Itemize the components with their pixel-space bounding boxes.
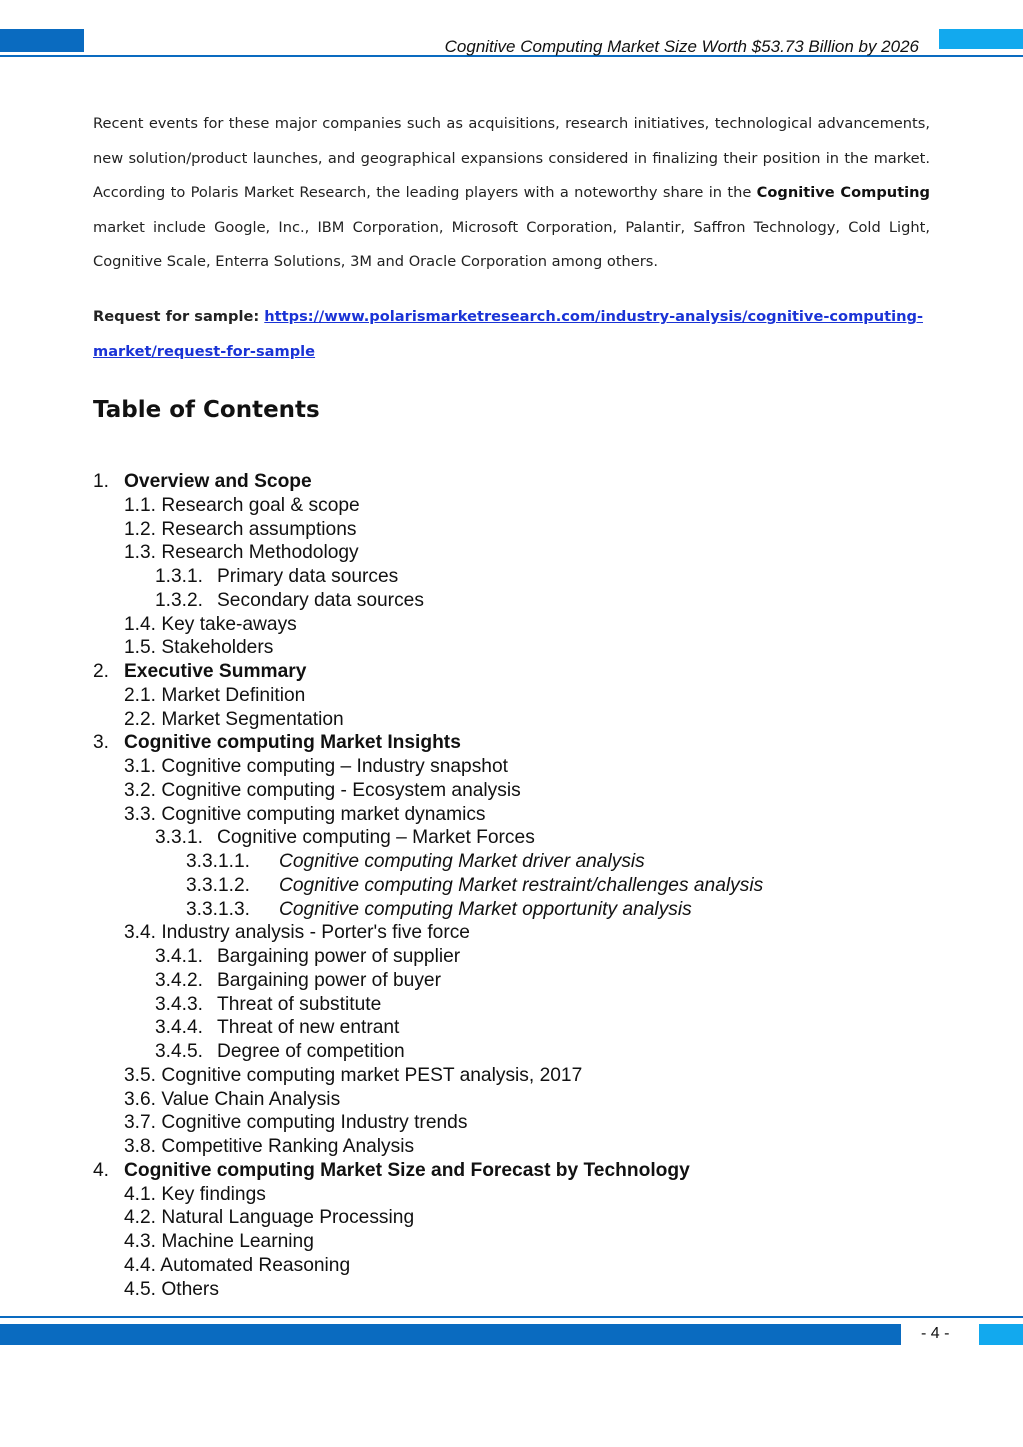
toc-entry-text: 4.4. Automated Reasoning xyxy=(124,1254,351,1276)
toc-entry-text: Cognitive computing Market restraint/challenges analysis xyxy=(279,874,764,896)
toc-entry xyxy=(0,1230,1023,1254)
toc-entry-text: 1.5. Stakeholders xyxy=(124,637,274,659)
intro-text-end: market include Google, Inc., IBM Corporation, Microsoft Corporation, Palantir, Saffron Technology, Cold Light, Cognitive Scale, Enterra Solutions, 3M and Oracle Corporation among others. xyxy=(93,218,930,271)
header-accent-bar-right xyxy=(939,29,1023,49)
toc-entry xyxy=(0,589,1023,613)
toc-entry xyxy=(0,779,1023,803)
toc-entry-number: 3.3.1. xyxy=(155,827,204,849)
toc-entry xyxy=(0,826,1023,850)
toc-entry-number: 3.3.1.3. xyxy=(186,898,251,920)
toc-heading: Table of Contents xyxy=(93,397,320,423)
toc-entry-number: 1.3.1. xyxy=(155,566,204,587)
toc-entry-text: 1.4. Key take-aways xyxy=(124,613,297,635)
toc-entry-number: 3.4.1. xyxy=(155,946,204,967)
footer-accent-bar xyxy=(0,1324,901,1345)
toc-entry-number: 3. xyxy=(93,732,110,754)
toc-entry xyxy=(0,1159,1023,1183)
toc-entry-text: Overview and Scope xyxy=(124,471,312,492)
toc-entry-text: 3.6. Value Chain Analysis xyxy=(124,1088,341,1110)
toc-entry xyxy=(0,1183,1023,1207)
toc-entry-text: 4.1. Key findings xyxy=(124,1183,266,1205)
toc-entry xyxy=(0,1206,1023,1230)
toc-entry-number: 3.4.3. xyxy=(155,993,204,1015)
page-number: - 4 - xyxy=(921,1325,950,1342)
toc-entry xyxy=(0,470,1023,494)
toc-entry-text: Degree of competition xyxy=(217,1041,405,1062)
toc-entry-number: 1. xyxy=(93,471,110,492)
toc-entry-text: 3.1. Cognitive computing – Industry snapshot xyxy=(124,756,508,777)
toc-entry xyxy=(0,921,1023,945)
toc-entry xyxy=(0,993,1023,1017)
toc-entry-text: Cognitive computing – Market Forces xyxy=(217,827,535,849)
intro-bold-term: Cognitive Computing xyxy=(756,184,931,202)
toc-entry-text: Cognitive computing Market Insights xyxy=(124,732,461,754)
toc-entry-text: 4.2. Natural Language Processing xyxy=(124,1207,415,1229)
table-of-contents xyxy=(0,470,1023,1301)
toc-entry xyxy=(0,613,1023,637)
toc-entry-number: 3.3.1.1. xyxy=(186,851,251,872)
toc-entry xyxy=(0,1135,1023,1159)
toc-entry-text: 1.3. Research Methodology xyxy=(124,542,359,564)
sample-request-label: Request for sample: xyxy=(93,308,265,325)
toc-entry xyxy=(0,755,1023,779)
toc-entry xyxy=(0,850,1023,874)
toc-entry xyxy=(0,1254,1023,1278)
header-accent-bar-left xyxy=(0,29,84,52)
toc-entry-number: 3.4.2. xyxy=(155,969,204,991)
toc-entry xyxy=(0,874,1023,898)
toc-entry xyxy=(0,1064,1023,1088)
toc-entry xyxy=(0,684,1023,708)
toc-entry xyxy=(0,945,1023,969)
footer-rule xyxy=(0,1316,1023,1318)
toc-entry xyxy=(0,636,1023,660)
toc-entry-text: 1.2. Research assumptions xyxy=(124,518,357,540)
toc-entry xyxy=(0,1111,1023,1135)
toc-entry-text: Primary data sources xyxy=(217,566,399,587)
toc-entry xyxy=(0,541,1023,565)
toc-entry xyxy=(0,731,1023,755)
intro-text-start: Recent events for these major companies such as acquisitions, research initiatives, technological advancements, new solution/product launches, and geographical expansions considered in finalizing their position in the market. According to Polaris Market Research, the leading players with a noteworthy share in the xyxy=(93,115,930,202)
toc-entry xyxy=(0,518,1023,542)
toc-entry-number: 4. xyxy=(93,1159,110,1181)
toc-entry-text: 2.2. Market Segmentation xyxy=(124,708,344,730)
toc-entry-text: 3.3. Cognitive computing market dynamics xyxy=(124,803,486,825)
toc-entry-number: 3.4.5. xyxy=(155,1041,204,1062)
toc-entry-text: Threat of new entrant xyxy=(217,1017,400,1039)
toc-entry-text: 3.4. Industry analysis - Porter's five force xyxy=(124,922,470,944)
toc-entry-text: 3.2. Cognitive computing - Ecosystem analysis xyxy=(124,779,521,801)
toc-entry-text: Bargaining power of supplier xyxy=(217,946,461,967)
toc-entry-number: 3.3.1.2. xyxy=(186,874,251,896)
toc-entry-text: 2.1. Market Definition xyxy=(124,684,306,706)
toc-entry xyxy=(0,898,1023,922)
sample-request xyxy=(93,300,930,369)
toc-entry xyxy=(0,1040,1023,1064)
toc-entry xyxy=(0,1088,1023,1112)
toc-entry xyxy=(0,969,1023,993)
toc-entry-text: 3.8. Competitive Ranking Analysis xyxy=(124,1136,415,1157)
toc-entry-number: 1.3.2. xyxy=(155,589,204,611)
toc-entry-text: Threat of substitute xyxy=(217,993,382,1015)
sample-request-link[interactable]: https://www.polarismarketresearch.com/industry-analysis/cognitive-computing-market/request-for-sample xyxy=(93,308,923,360)
toc-entry-text: Bargaining power of buyer xyxy=(217,969,441,991)
footer-accent-bar-right xyxy=(979,1324,1023,1345)
header-title: Cognitive Computing Market Size Worth $53.73 Billion by 2026 xyxy=(444,37,919,56)
toc-entry-text: Cognitive computing Market driver analysis xyxy=(279,851,645,872)
intro-paragraph xyxy=(93,107,930,280)
toc-entry-text: 3.7. Cognitive computing Industry trends xyxy=(124,1112,468,1134)
toc-entry xyxy=(0,1278,1023,1302)
toc-entry-text: Executive Summary xyxy=(124,661,307,682)
toc-entry-text: Secondary data sources xyxy=(217,589,424,611)
toc-entry-text: 1.1. Research goal & scope xyxy=(124,494,360,516)
toc-entry-text: 3.5. Cognitive computing market PEST analysis, 2017 xyxy=(124,1064,583,1086)
toc-entry-text: 4.5. Others xyxy=(124,1278,219,1300)
toc-entry xyxy=(0,494,1023,518)
toc-entry-number: 2. xyxy=(93,661,110,682)
toc-entry xyxy=(0,803,1023,827)
toc-entry-text: 4.3. Machine Learning xyxy=(124,1231,314,1252)
toc-entry xyxy=(0,565,1023,589)
toc-entry xyxy=(0,660,1023,684)
toc-entry-number: 3.4.4. xyxy=(155,1017,204,1039)
toc-entry xyxy=(0,708,1023,732)
toc-entry-text: Cognitive computing Market Size and Forecast by Technology xyxy=(124,1159,690,1181)
toc-entry xyxy=(0,1016,1023,1040)
toc-entry-text: Cognitive computing Market opportunity analysis xyxy=(279,898,692,920)
